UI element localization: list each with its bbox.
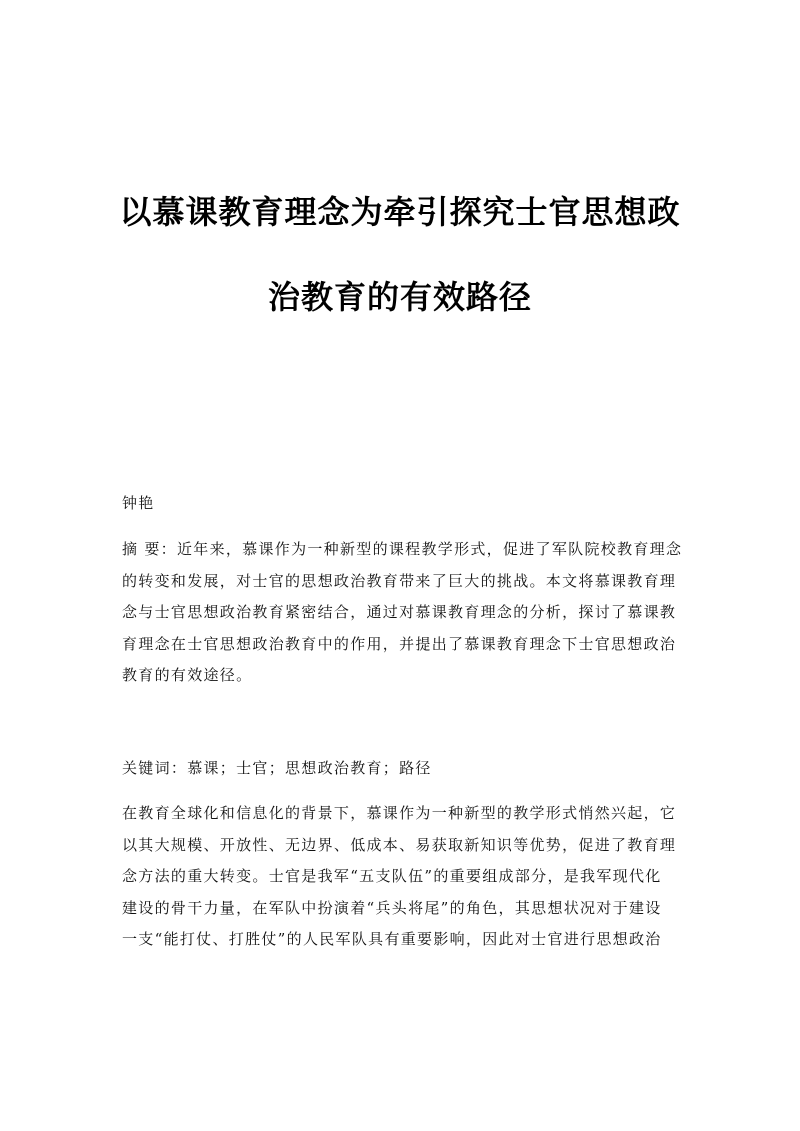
paragraph-line: 以其大规模、开放性、无边界、低成本、易获取新知识等优势，促进了教育理 xyxy=(122,835,677,854)
paper-title-line-1: 以慕课教育理念为牵引探究士官思想政 xyxy=(119,193,681,231)
keywords-line xyxy=(122,753,682,785)
abstract-section xyxy=(122,534,682,692)
abstract-line: 的转变和发展，对士官的思想政治教育带来了巨大的挑战。本文将慕课教育理 xyxy=(122,571,677,590)
keywords-text: 慕课；士官；思想政治教育；路径 xyxy=(187,759,432,777)
keywords-section xyxy=(122,753,682,785)
keywords-label: 关键词： xyxy=(122,759,188,777)
paragraph-line: 建设的骨干力量，在军队中扮演着“兵头将尾”的角色，其思想状况对于建设 xyxy=(122,898,662,917)
abstract-line xyxy=(122,534,682,566)
paragraph-line: 念方法的重大转变。士官是我军“五支队伍”的重要组成部分，是我军现代化 xyxy=(122,867,662,885)
author-name xyxy=(122,488,682,520)
abstract-label: 摘 要： xyxy=(122,540,177,558)
paragraph-line: 一支“能打仗、打胜仗”的人民军队具有重要影响，因此对士官进行思想政治 xyxy=(122,930,662,948)
author-text: 钟艳 xyxy=(122,494,155,512)
abstract-line: 育理念在士官思想政治教育中的作用，并提出了慕课教育理念下士官思想政治 xyxy=(122,634,677,653)
abstract-line: 教育的有效途径。 xyxy=(122,666,253,684)
intro-paragraph xyxy=(122,798,682,956)
abstract-line: 念与士官思想政治教育紧密结合，通过对慕课教育理念的分析，探讨了慕课教 xyxy=(122,603,677,621)
paragraph-line: 在教育全球化和信息化的背景下，慕课作为一种新型的教学形式悄然兴起，它 xyxy=(122,804,677,822)
paper-title-line-2: 治教育的有效路径 xyxy=(267,278,532,316)
abstract-line-text: 近年来，慕课作为一种新型的课程教学形式，促进了军队院校教育理念 xyxy=(176,540,683,558)
